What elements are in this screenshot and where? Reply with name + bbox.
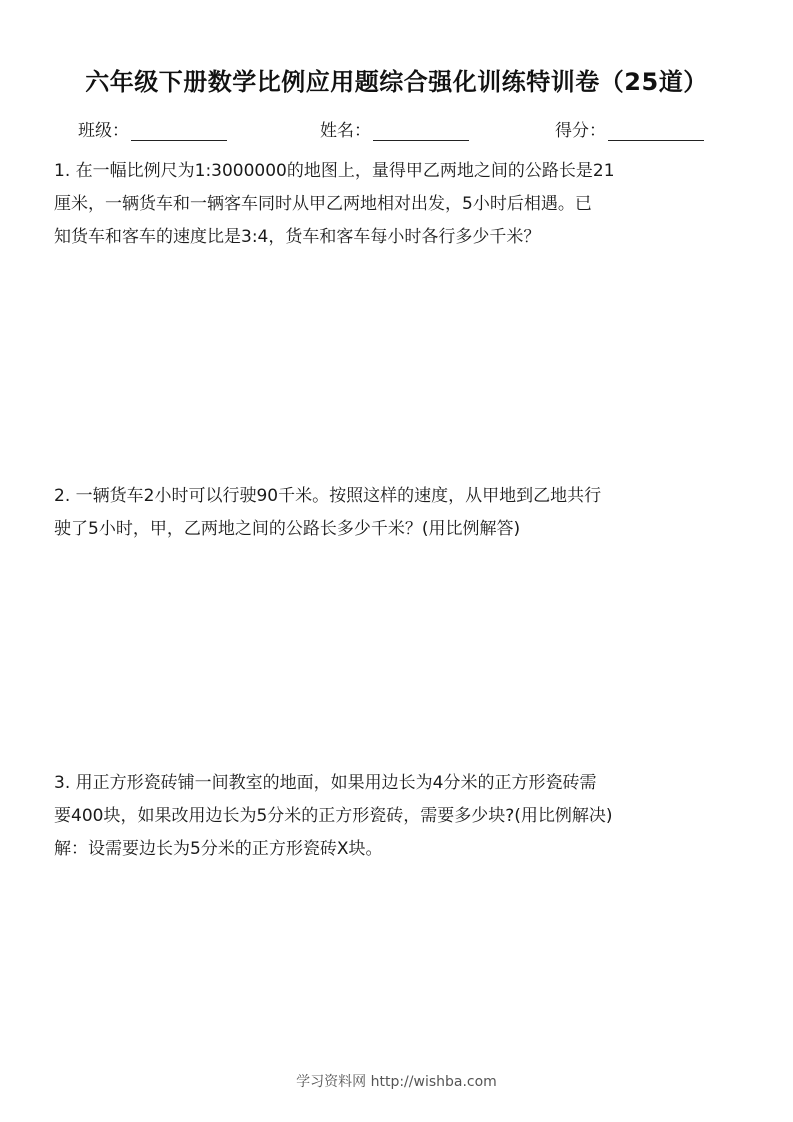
page-title: 六年级下册数学比例应用题综合强化训练特训卷（25道） — [85, 68, 708, 96]
student-info-row — [0, 116, 793, 140]
name-field — [320, 116, 469, 141]
question-line: 驶了5小时，甲，乙两地之间的公路长多少千米？(用比例解答) — [54, 519, 521, 539]
question-line: 2. 一辆货车2小时可以行驶90千米。按照这样的速度，从甲地到乙地共行 — [54, 486, 602, 506]
question-line: 1. 在一幅比例尺为1:3000000的地图上，量得甲乙两地之间的公路长是21 — [54, 161, 615, 181]
question-line: 知货车和客车的速度比是3:4，货车和客车每小时各行多少千米？ — [54, 227, 541, 247]
question-line: 厘米，一辆货车和一辆客车同时从甲乙两地相对出发，5小时后相遇。已 — [54, 194, 592, 214]
score-blank-line — [608, 122, 704, 141]
question-2 — [54, 480, 754, 546]
question-line: 解：设需要边长为5分米的正方形瓷砖X块。 — [54, 839, 383, 859]
question-3 — [54, 767, 754, 866]
question-line: 要400块，如果改用边长为5分米的正方形瓷砖，需要多少块?(用比例解决) — [54, 806, 613, 826]
score-field — [555, 116, 704, 141]
class-blank-line — [131, 122, 227, 141]
question-line: 3. 用正方形瓷砖铺一间教室的地面，如果用边长为4分米的正方形瓷砖需 — [54, 773, 597, 793]
name-blank-line — [373, 122, 469, 141]
class-field — [78, 116, 227, 141]
name-label: 姓名： — [320, 121, 371, 141]
class-label: 班级： — [78, 121, 129, 141]
page-footer: 学习资料网 http://wishba.com — [296, 1074, 497, 1090]
question-1 — [54, 155, 754, 254]
score-label: 得分： — [555, 121, 606, 141]
